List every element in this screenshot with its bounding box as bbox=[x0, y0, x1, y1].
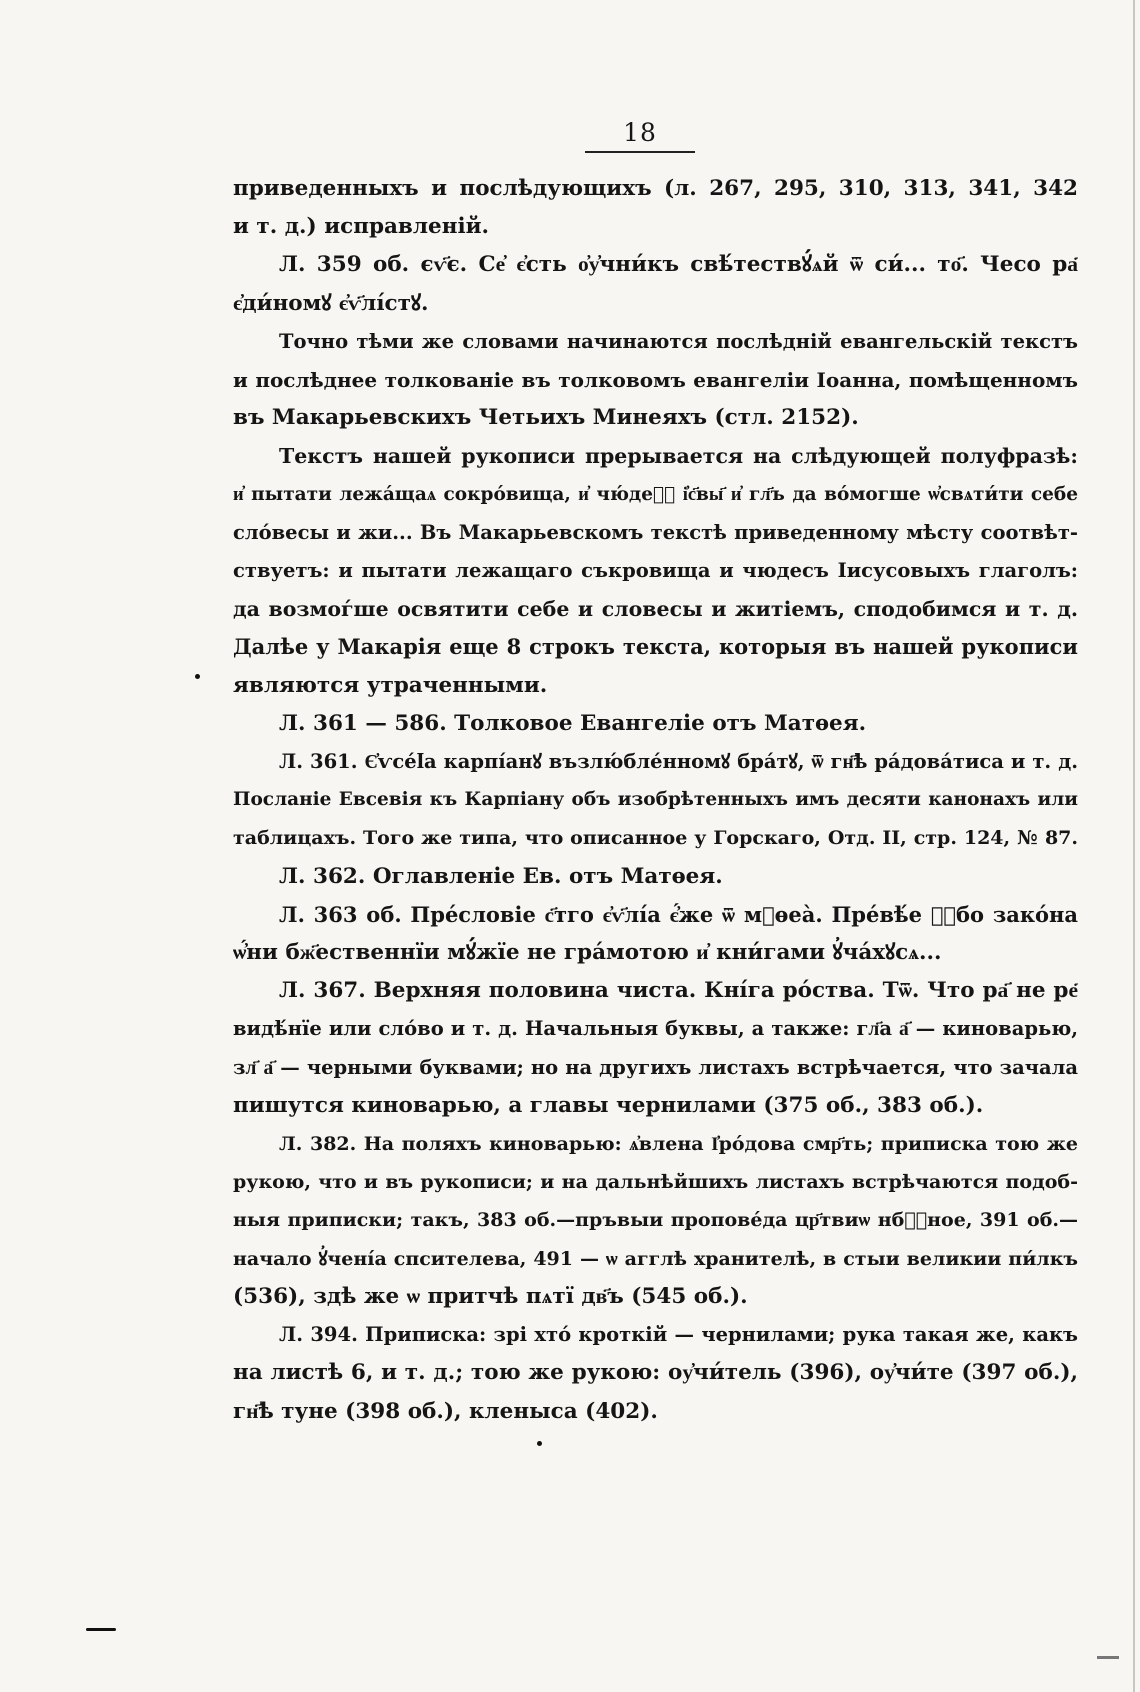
text-line: таблицахъ. Того же типа, что описанное у Горскаго, Отд. II, стр. 124, № 87. bbox=[233, 827, 1078, 850]
text-line: Л. 382. На поляхъ киноварью: ѧ҆влена І҆ро́дова смр҃ть; приписка тою же bbox=[279, 1133, 1078, 1156]
margin-dot bbox=[195, 674, 200, 679]
page-number: 18 bbox=[623, 118, 657, 147]
text-line: Текстъ нашей рукописи прерывается на слѣдующей полуфразѣ: bbox=[279, 444, 1078, 469]
text-line: Далѣе у Макарія еще 8 строкъ текста, которыя въ нашей рукописи bbox=[233, 634, 1078, 660]
page-edge bbox=[1133, 0, 1135, 1692]
text-line: Посланіе Евсевія къ Карпіану объ изобрѣтенныхъ имъ десяти канонахъ или bbox=[233, 789, 1078, 811]
text-line: Л. 394. Приписка: зрі хто́ кроткій — чернилами; рука такая же, какъ bbox=[279, 1323, 1078, 1347]
text-line: зл҃ а҃ — черными буквами; но на другихъ листахъ встрѣчается, что зачала bbox=[233, 1055, 1078, 1079]
text-line: начало ꙋ҆чені́а спсителева, 491 — ѡ агглѣ хранителѣ, в стыи великии пи́лкъ bbox=[233, 1247, 1078, 1270]
text-line: пишутся киноварью, а главы чернилами (375 об., 383 об.). bbox=[233, 1092, 984, 1118]
text-line: ѡ҆́ни бж҃ественнїи мꙋ́жїе не гра́мотою и҆ кни́гами ꙋ҆ча́хꙋсѧ... bbox=[233, 940, 942, 966]
text-line: Л. 362. Оглавленіе Ев. отъ Матѳея. bbox=[279, 863, 723, 889]
text-line: Л. 359 об. єѵ҃є. Се҆ є҆сть о҆у҆чни́къ свѣ́тествꙋ́ѧй ѿ си́... то҃. Чесо ра҃ bbox=[279, 252, 1078, 278]
text-line: гн҃ѣ туне (398 об.), кленыса (402). bbox=[233, 1398, 658, 1424]
text-line: (536), здѣ же ѡ притчѣ пѧтї дв҃ъ (545 об.). bbox=[233, 1283, 748, 1309]
text-line: є҆ди́номꙋ є҆ѵ҃лі́стꙋ. bbox=[233, 290, 429, 316]
text-line: Л. 361. Є҆ѵсе́ӏа карпі́анꙋ възлю́бле́нномꙋ бра́тꙋ, ѿ гн҃ѣ ра́дова́тиса и т. д. bbox=[279, 750, 1078, 774]
text-line: являются утраченными. bbox=[233, 672, 548, 698]
text-line: ныя приписки; такъ, 383 об.—пръвыи пропове́да цр҃твиѡ нбⷭ҇ное, 391 об.— bbox=[233, 1209, 1078, 1232]
text-line: Л. 361 — 586. Толковое Евангеліе отъ Матѳея. bbox=[279, 710, 867, 736]
body-text bbox=[233, 170, 1078, 1431]
margin-dash bbox=[86, 1628, 116, 1631]
text-line: и т. д.) исправленій. bbox=[233, 214, 490, 240]
text-line: въ Макарьевскихъ Четьихъ Минеяхъ (стл. 2152). bbox=[233, 405, 859, 431]
text-line: Л. 367. Верхняя половина чиста. Кні́га ро́ства. Тѿ. Что ра҃ не ре҃ bbox=[279, 978, 1078, 1004]
corner-specks bbox=[1097, 1656, 1119, 1659]
text-line: на листѣ 6, и т. д.; тою же рукою: оу҆чи́тель (396), оу҆чи́те (397 об.), bbox=[233, 1360, 1078, 1386]
text-line: и҆ пытати лежа́щаѧ сокро́вища, и҆ чю́деⷭ҇ і҆с҃вы҃ и҆ гл҃ъ да во́могше ѡ҆свѧти́ти себе bbox=[233, 483, 1078, 505]
text-line: да возмоѓше освятити себе и словесы и житіемъ, сподобимся и т. д. bbox=[233, 597, 1078, 622]
text-line: рукою, что и въ рукописи; и на дальнѣйшихъ листахъ встрѣчаются подоб- bbox=[233, 1171, 1078, 1194]
text-line: Л. 363 об. Пре́словіе с҃тго є҆ѵ҃лі́а є҆́же ѿ мⷶѳеа̀. Пре́вѣ́е ꙋ҆бо зако́на bbox=[279, 901, 1078, 927]
text-line: видѣ́нїе или сло́во и т. д. Начальныя буквы, а также: гл҃а а҃ — киноварью, bbox=[233, 1017, 1078, 1041]
text-line: и послѣднее толкованіе въ толковомъ евангеліи Іоанна, помѣщенномъ bbox=[233, 368, 1078, 393]
text-line: сло́весы и жи... Въ Макарьевскомъ текстѣ приведенному мѣсту соотвѣт- bbox=[233, 520, 1078, 544]
text-line: ствуетъ: и пытати лежащаго съкровища и чюдесъ Іисусовыхъ глаголъ: bbox=[233, 559, 1078, 583]
ink-speck bbox=[537, 1441, 542, 1446]
text-line: приведенныхъ и послѣдующихъ (л. 267, 295, 310, 313, 341, 342 bbox=[233, 176, 1078, 201]
page-number-rule bbox=[585, 151, 695, 153]
text-line: Точно тѣми же словами начинаются послѣдній евангельскій текстъ bbox=[279, 329, 1078, 353]
